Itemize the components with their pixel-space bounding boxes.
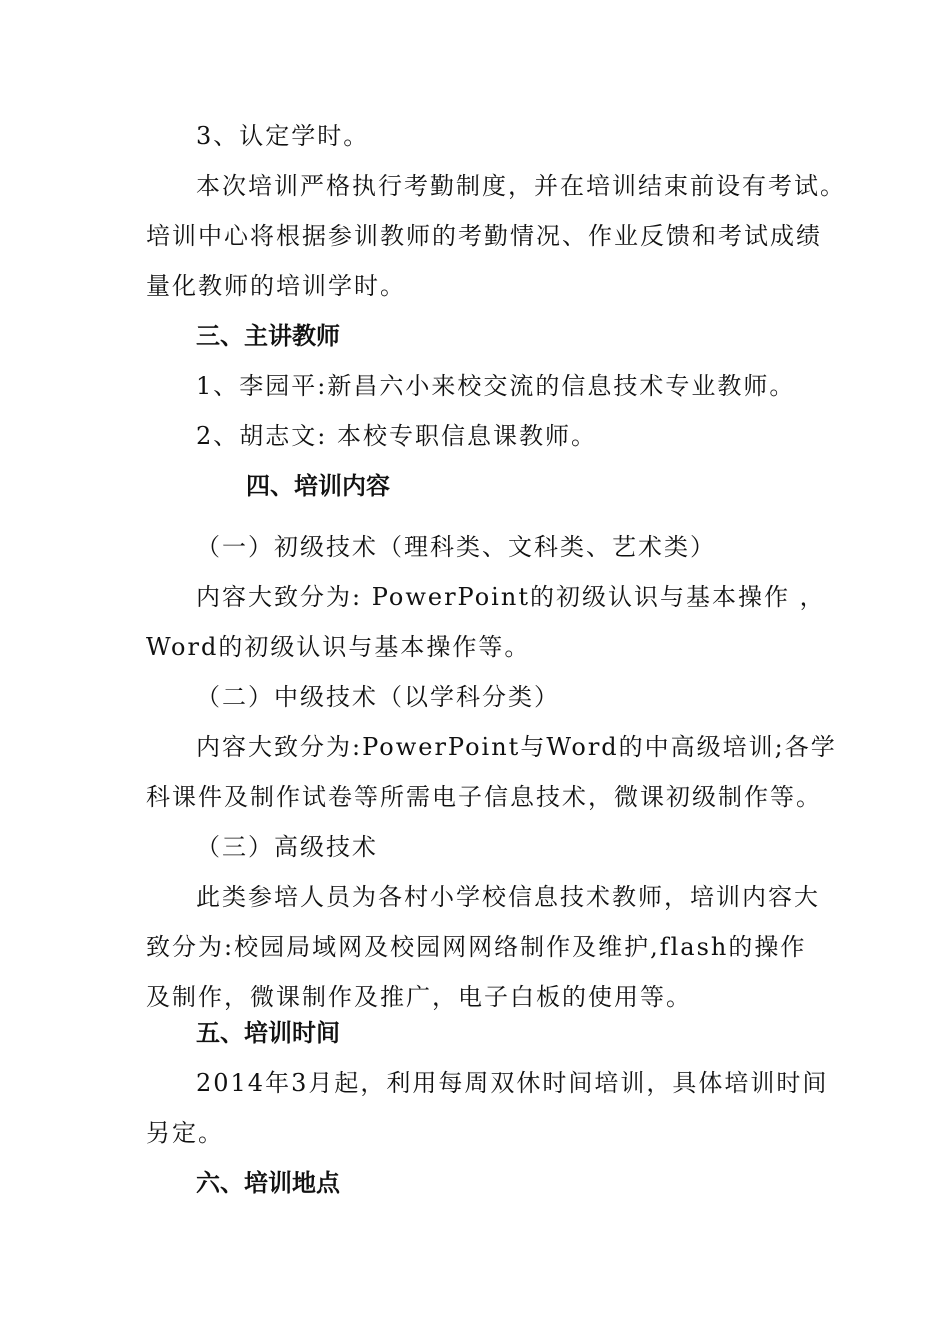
section-heading-content: 四、培训内容: [246, 472, 390, 500]
paragraph-line: 本次培训严格执行考勤制度，并在培训结束前设有考试。: [196, 172, 846, 200]
paragraph-line: 致分为:校园局域网及校园网网络制作及维护,flash的操作: [146, 933, 807, 961]
teacher-item: 1、李园平:新昌六小来校交流的信息技术专业教师。: [196, 372, 796, 400]
subsection-heading: （二）中级技术（以学科分类）: [196, 683, 560, 711]
paragraph-line: 及制作，微课制作及推广，电子白板的使用等。: [146, 983, 692, 1011]
paragraph-line: 此类参培人员为各村小学校信息技术教师，培训内容大: [196, 883, 820, 911]
paragraph-line: Word的初级认识与基本操作等。: [146, 633, 531, 661]
paragraph-line: 科课件及制作试卷等所需电子信息技术，微课初级制作等。: [146, 783, 822, 811]
paragraph-line: 培训中心将根据参训教师的考勤情况、作业反馈和考试成绩: [146, 222, 822, 250]
paragraph-line: 内容大致分为: PowerPoint的初级认识与基本操作 ，: [196, 583, 826, 611]
subsection-heading: （一）初级技术（理科类、文科类、艺术类）: [196, 533, 716, 561]
teacher-item: 2、胡志文: 本校专职信息课教师。: [196, 422, 597, 450]
paragraph-line: 内容大致分为:PowerPoint与Word的中高级培训;各学: [196, 733, 837, 761]
section-heading-teachers: 三、主讲教师: [196, 322, 340, 350]
paragraph-line: 另定。: [146, 1119, 224, 1147]
section-heading-time: 五、培训时间: [196, 1019, 340, 1047]
item-3-hours: 3、认定学时。: [196, 122, 370, 150]
paragraph-line: 2014年3月起，利用每周双休时间培训，具体培训时间: [196, 1069, 829, 1097]
section-heading-location: 六、培训地点: [196, 1169, 340, 1197]
subsection-heading: （三）高级技术: [196, 833, 378, 861]
paragraph-line: 量化教师的培训学时。: [146, 272, 406, 300]
